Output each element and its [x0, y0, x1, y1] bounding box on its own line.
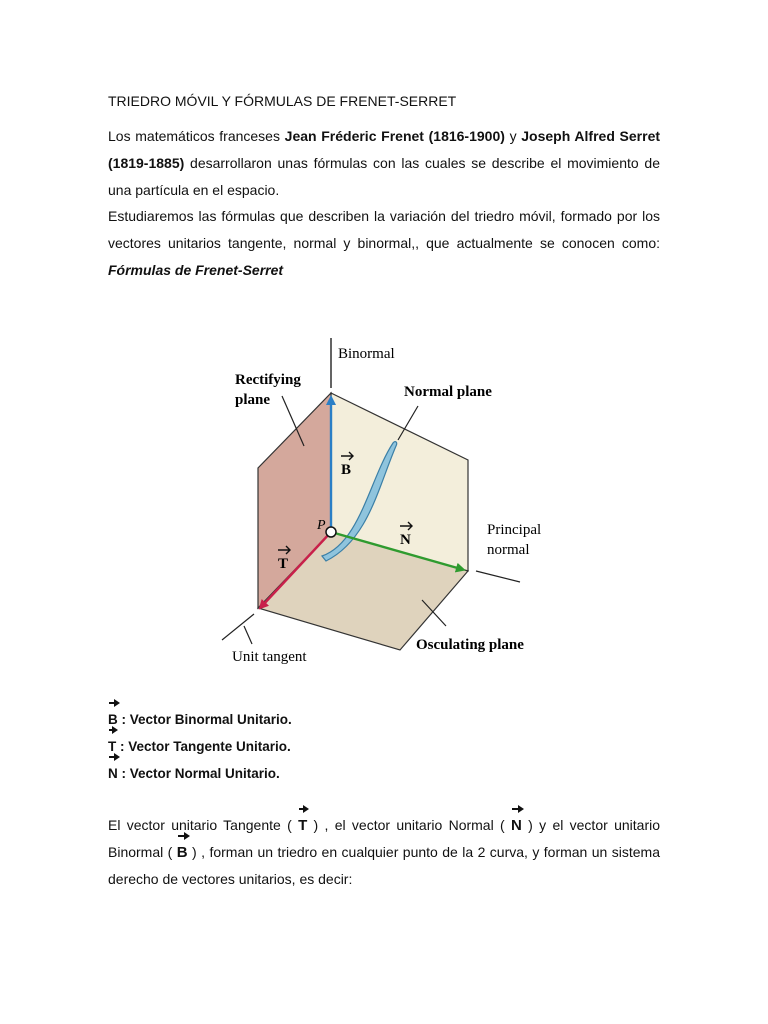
point-p: [326, 527, 336, 537]
triad-text-1: El vector unitario Tangente (: [108, 817, 299, 833]
legend-text-t: : Vector Tangente Unitario.: [116, 739, 291, 754]
n-vector-label: N: [400, 532, 411, 548]
page-title: TRIEDRO MÓVIL Y FÓRMULAS DE FRENET-SERRET: [108, 93, 457, 109]
legend-symbol-t: T: [108, 733, 116, 760]
legend-item-normal: [108, 760, 292, 787]
triad-text-2: ) , el vector unitario Normal (: [307, 817, 511, 833]
principal-normal-label-1: Principal: [487, 522, 542, 538]
triad-symbol-b: B: [177, 839, 188, 866]
rectifying-label-2: plane: [235, 392, 271, 408]
legend-symbol-b: B: [108, 706, 118, 733]
intro-text-2: y: [504, 128, 522, 144]
triad-diagram: [210, 328, 560, 673]
legend-item-binormal: [108, 706, 292, 733]
study-text: Estudiaremos las fórmulas que describen la variación del triedro móvil, formado por los vectores unitarios tangente, normal y binormal,, que actualmente se conocen como:: [108, 208, 660, 251]
triad-symbol-n: N: [511, 812, 522, 839]
b-vector-label: B: [341, 462, 352, 478]
legend-item-tangent: [108, 733, 292, 760]
intro-text-1: Los matemáticos franceses: [108, 128, 285, 144]
principal-normal-line: [476, 571, 520, 582]
legend-symbol-n: N: [108, 760, 118, 787]
serret-name: Joseph Alfred Serret (1819-1885): [108, 128, 661, 171]
point-p-label: P: [317, 518, 326, 533]
triad-text-4: ) , forman un triedro en cualquier punto de la 2 curva, y forman un sistema derecho de vectores unitarios, es decir:: [108, 844, 660, 887]
unit-tangent-leader: [244, 626, 252, 644]
triad-text-3: ) y el vector unitario Binormal (: [108, 817, 660, 860]
legend-text-n: : Vector Normal Unitario.: [117, 766, 280, 781]
t-vector-label: T: [278, 556, 289, 572]
binormal-label: Binormal: [338, 346, 395, 362]
unit-tangent-line: [222, 614, 254, 640]
legend-text-b: : Vector Binormal Unitario.: [117, 712, 292, 727]
intro-paragraph: [108, 123, 660, 204]
normal-plane-label: Normal plane: [404, 384, 492, 400]
frenet-name: Jean Fréderic Frenet (1816-1900): [284, 128, 505, 144]
osculating-plane-label: Osculating plane: [416, 637, 524, 653]
triad-paragraph: [108, 812, 660, 893]
formulas-name: Fórmulas de Frenet-Serret: [108, 262, 284, 278]
principal-normal-label-2: normal: [487, 542, 530, 558]
vector-legend: [108, 706, 292, 787]
frenet-triad-figure: [210, 328, 560, 673]
unit-tangent-label: Unit tangent: [232, 649, 307, 665]
rectifying-label-1: Rectifying: [235, 372, 301, 388]
intro-text-3: desarrollaron unas fórmulas con las cuales se describe el movimiento de una partícula en el espacio.: [108, 155, 660, 198]
triad-symbol-t: T: [298, 812, 307, 839]
study-paragraph: [108, 203, 660, 284]
